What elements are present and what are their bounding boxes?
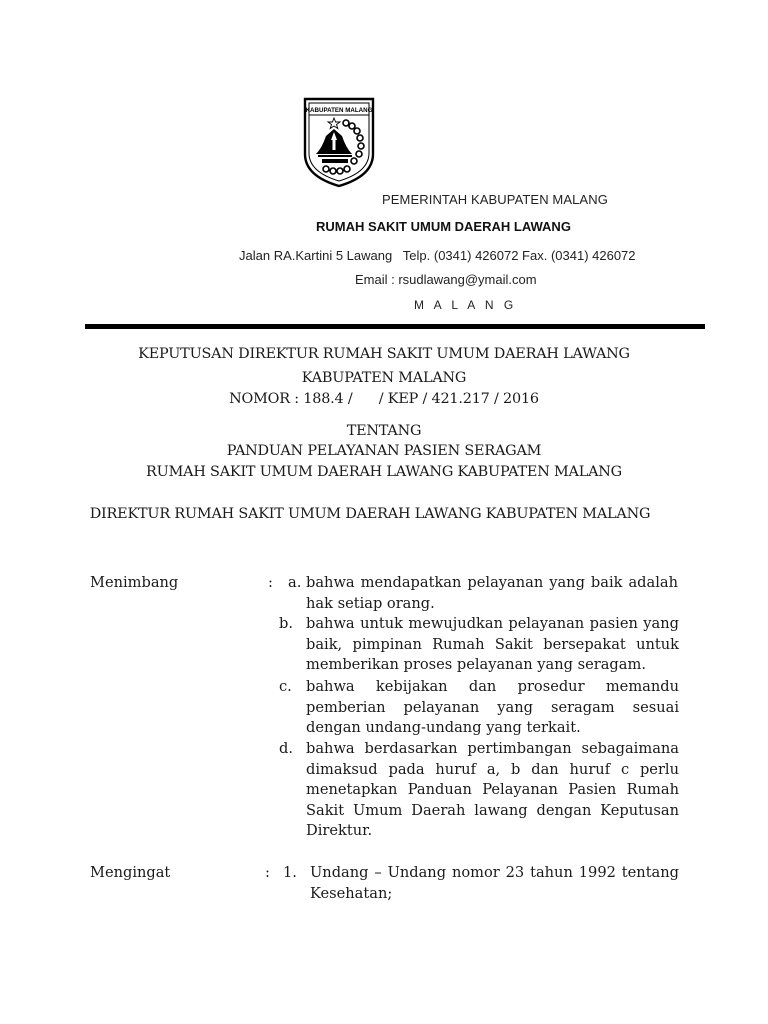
remembering-colon: : [265, 864, 270, 881]
considering-item-b: b. bahwa untuk mewujudkan pelayanan pasien yang baik, pimpinan Rumah Sakit bersepakat untuk memberikan proses pelayanan yang seragam. [279, 615, 679, 673]
government-name: PEMERINTAH KABUPATEN MALANG [382, 192, 608, 207]
hospital-address: Jalan RA.Kartini 5 Lawang Telp. (0341) 426072 Fax. (0341) 426072 [239, 248, 636, 263]
subject-line2: RUMAH SAKIT UMUM DAERAH LAWANG KABUPATEN MALANG [146, 464, 622, 480]
subject-line1: PANDUAN PELAYANAN PASIEN SERAGAM [226, 443, 542, 459]
letterhead-divider [85, 324, 705, 329]
kabupaten-malang-crest-logo [302, 96, 376, 188]
hospital-name: RUMAH SAKIT UMUM DAERAH LAWANG [316, 219, 571, 234]
considering-colon: : [268, 574, 273, 591]
considering-item-a: a. bahwa mendapatkan pelayanan yang baik adalah hak setiap orang. [288, 574, 678, 612]
decree-issuer: DIREKTUR RUMAH SAKIT UMUM DAERAH LAWANG KABUPATEN MALANG [89, 506, 651, 522]
considering-label: Menimbang [90, 574, 179, 591]
hospital-email: Email : rsudlawang@ymail.com [355, 272, 537, 287]
considering-item-d: d. bahwa berdasarkan pertimbangan sebagaimana dimaksud pada huruf a, b dan huruf c perlu menetapkan Panduan Pelayanan Pasien Rumah Sakit Umum Daerah lawang dengan Keputusan Direktur. [279, 740, 679, 839]
city-name: M A L A N G [414, 298, 517, 312]
about-label: TENTANG [346, 423, 422, 439]
remembering-label: Mengingat [90, 864, 171, 881]
decree-title-line1: KEPUTUSAN DIREKTUR RUMAH SAKIT UMUM DAERAH LAWANG [138, 346, 630, 362]
decree-number: NOMOR : 188.4 / / KEP / 421.217 / 2016 [229, 391, 539, 407]
decree-title-line2: KABUPATEN MALANG [301, 370, 467, 386]
remembering-item-1: 1. Undang – Undang nomor 23 tahun 1992 tentang Kesehatan; [283, 864, 679, 902]
considering-item-c: c. bahwa kebijakan dan prosedur memandu pemberian pelayanan yang seragam sesuai dengan undang-undang yang terkait. [279, 678, 679, 736]
svg-text:KABUPATEN MALANG: KABUPATEN MALANG [305, 107, 373, 114]
